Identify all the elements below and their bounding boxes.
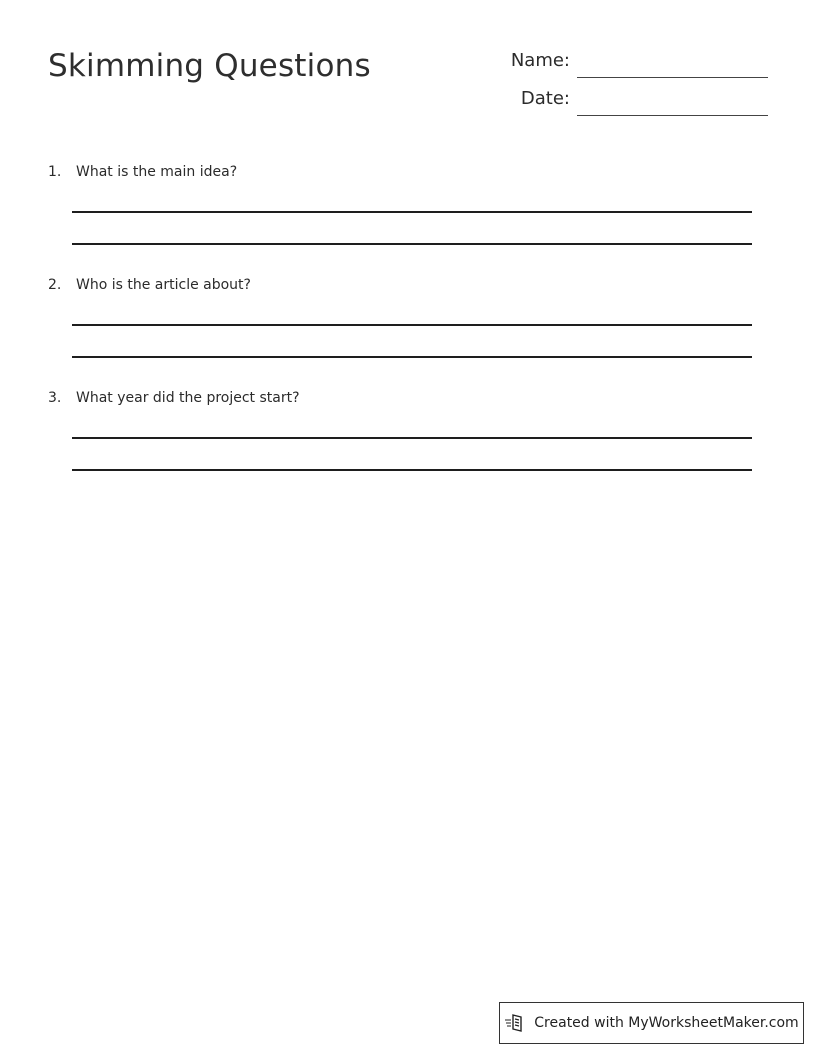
question-text: What is the main idea? — [76, 164, 238, 180]
question-item — [48, 388, 752, 501]
name-label: Name: — [510, 50, 570, 71]
question-item — [48, 275, 752, 388]
question-text: Who is the article about? — [76, 277, 251, 293]
answer-line[interactable] — [72, 437, 752, 439]
answer-line[interactable] — [72, 243, 752, 245]
worksheet-logo-icon — [504, 1012, 526, 1034]
question-list — [48, 162, 752, 501]
answer-line[interactable] — [72, 469, 752, 471]
footer-text: Created with MyWorksheetMaker.com — [534, 1015, 799, 1031]
date-field — [521, 86, 768, 116]
name-field — [511, 48, 768, 78]
question-text-row — [48, 275, 752, 295]
answer-line[interactable] — [72, 211, 752, 213]
date-blank-line[interactable] — [577, 114, 768, 116]
question-text-row — [48, 388, 752, 408]
question-item — [48, 162, 752, 275]
footer-badge[interactable] — [499, 1002, 804, 1044]
name-blank-line[interactable] — [577, 76, 768, 78]
question-number: 1. — [48, 164, 62, 180]
page-title: Skimming Questions — [48, 48, 371, 84]
question-text-row — [48, 162, 752, 182]
question-number: 3. — [48, 390, 62, 406]
date-label: Date: — [520, 88, 570, 109]
question-number: 2. — [48, 277, 62, 293]
answer-line[interactable] — [72, 356, 752, 358]
question-text: What year did the project start? — [76, 390, 300, 406]
answer-line[interactable] — [72, 324, 752, 326]
